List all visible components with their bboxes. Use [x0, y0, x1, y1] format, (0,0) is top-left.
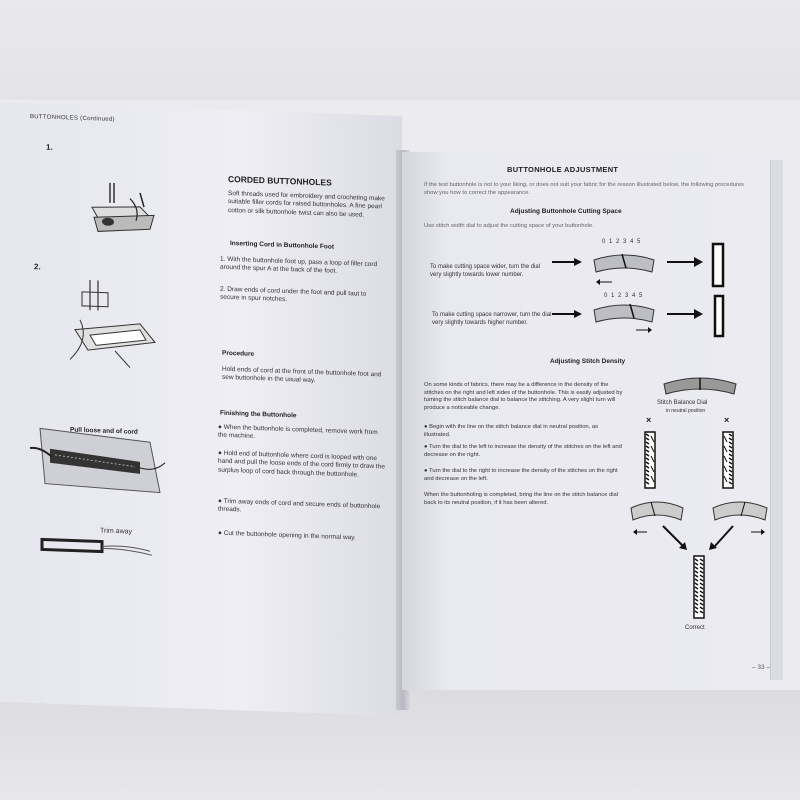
stitch-density-heading: Adjusting Stitch Density [550, 358, 626, 365]
density-bullet-3-text: Turn the dial to the right to increase the density of the stitches on the right and decrease on the left. [424, 468, 618, 482]
dial-numbers-2: 0 1 2 3 4 5 [604, 293, 644, 299]
fig-pull-label: Pull loose and of cord [70, 426, 138, 436]
correct-buttonhole [692, 554, 706, 620]
density-bullet-1: ● Begin with the line on the stitch balance dial in neutral position, as illustrated. [424, 424, 598, 438]
finishing-bullet-2-text: Hold end of buttonhole where cord is looped with one hand and pull the loose ends of the cord firmly to draw the surplus loop of cord back through the buttonhole. [218, 449, 385, 479]
density-bullet-2: ● Turn the dial to the left to increase the density of the stitches on the left and decrease on the right. [424, 444, 622, 458]
right-page [402, 152, 780, 690]
density-bullet-1-text: Begin with the line on the stitch balance dial in neutral position, as illustrated. [424, 424, 598, 438]
finishing-bullet-3: ● Trim away ends of cord and secure ends of buttonhole threads. [218, 497, 381, 514]
adjustment-title: BUTTONHOLE ADJUSTMENT [507, 165, 619, 174]
step-2-number: 2. [34, 262, 41, 272]
narrower-text: To make cutting space narrower, turn the dial very slightly towards higher number. [432, 312, 552, 326]
balance-dial-label: Stitch Balance Dial [657, 400, 708, 406]
fig-cord-foot [80, 177, 170, 250]
finishing-heading: Finishing the Buttonhole [220, 409, 297, 420]
finishing-bullet-4: ● Cut the buttonhole opening in the normal way. [218, 529, 356, 542]
finishing-bullet-1: ● When the buttonhole is completed, remove work from the machine. [218, 423, 378, 441]
density-bullet-3: ● Turn the dial to the right to increase the density of the stitches on the right and decrease on the left. [424, 468, 618, 482]
density-closing: When the buttonholing is completed, bring the line on the stitch balance dial back to its neutral position, if it has been altered. [424, 492, 618, 506]
buttonhole-wide [710, 242, 726, 288]
density-bullet-2-text: Turn the dial to the left to increase the density of the stitches on the left and decrease on the right. [424, 444, 622, 458]
finishing-bullet-2: ● Hold end of buttonhole where cord is looped with one hand and pull the loose ends of the cord firmly to draw the surplus loop of cord back through the buttonhole. [218, 449, 385, 479]
step-1-number: 1. [46, 142, 53, 152]
balance-dial-sublabel: in neutral position [666, 408, 706, 414]
left-page [0, 102, 402, 716]
fig-trim-label: Trim away [100, 527, 133, 536]
corded-title: CORDED BUTTONHOLES [228, 173, 332, 188]
procedure-heading: Procedure [222, 349, 255, 358]
inserting-item-1: 1. With the buttonhole foot up, pass a loop of filler cord around the spur A at the back of the foot. [220, 255, 378, 276]
page-number: – 33 – [752, 664, 771, 671]
fig-trim-away [40, 535, 160, 559]
finishing-bullet-3-text: Trim away ends of cord and secure ends of buttonhole threads. [218, 497, 381, 514]
finishing-bullet-1-text: When the buttonhole is completed, remove work from the machine. [218, 423, 378, 441]
stitch-density-text: On some kinds of fabrics, there may be a difference in the density of the stitches on the right and left sides of the buttonhole. This is easily adjusted by turning the stitch balance dial to balance the stitching. A very slight turn will produce a noticeable change. [424, 382, 623, 411]
uneven-buttonhole-left [642, 430, 658, 490]
fig-buttonhole-foot [60, 269, 170, 383]
cutting-space-text: Use stitch width dial to adjust the cutting space of your buttonhole. [424, 223, 594, 229]
inserting-item-1-text: With the buttonhole foot up, pass a loop of filler cord around the spur A at the back of the foot. [220, 255, 378, 276]
section-header: BUTTONHOLES (Continued) [30, 114, 115, 124]
corded-intro: Soft threads used for embroidery and crocheting make suitable filler cords for raised buttonholes. A fine pearl cotton or silk buttonhole twist can also be used. [228, 189, 385, 219]
wider-text: To make cutting space wider, turn the dial very slightly towards lower number. [430, 264, 541, 278]
width-dial-wider [552, 242, 722, 292]
inserting-heading: Inserting Cord in Buttonhole Foot [230, 240, 334, 251]
adjustment-intro: If the test buttonhole is not to your liking, or does not suit your fabric for the reason illustrated below, the following procedures show you how to correct the appearance. [424, 182, 744, 196]
correct-label: Correct [685, 625, 705, 631]
dial-numbers-1: 0 1 2 3 4 5 [602, 239, 642, 245]
inserting-item-2-text: Draw ends of cord under the foot and pull taut to secure in spur notches. [220, 285, 367, 304]
procedure-text: Hold ends of cord at the front of the buttonhole foot and sew buttonhole in the usual way. [222, 365, 382, 385]
page-edges [770, 160, 783, 680]
cutting-space-heading: Adjusting Buttonhole Cutting Space [510, 208, 622, 215]
uneven-buttonhole-right [720, 430, 736, 490]
finishing-bullet-4-text: Cut the buttonhole opening in the normal way. [223, 529, 356, 542]
x-mark-right: × [724, 415, 730, 425]
background-top [0, 0, 800, 100]
buttonhole-narrow [712, 294, 726, 338]
balance-dial-neutral [660, 370, 740, 400]
balance-dials-turned [627, 492, 777, 552]
inserting-item-2: 2. Draw ends of cord under the foot and pull taut to secure in spur notches. [220, 285, 367, 304]
x-mark-left: × [646, 415, 652, 425]
